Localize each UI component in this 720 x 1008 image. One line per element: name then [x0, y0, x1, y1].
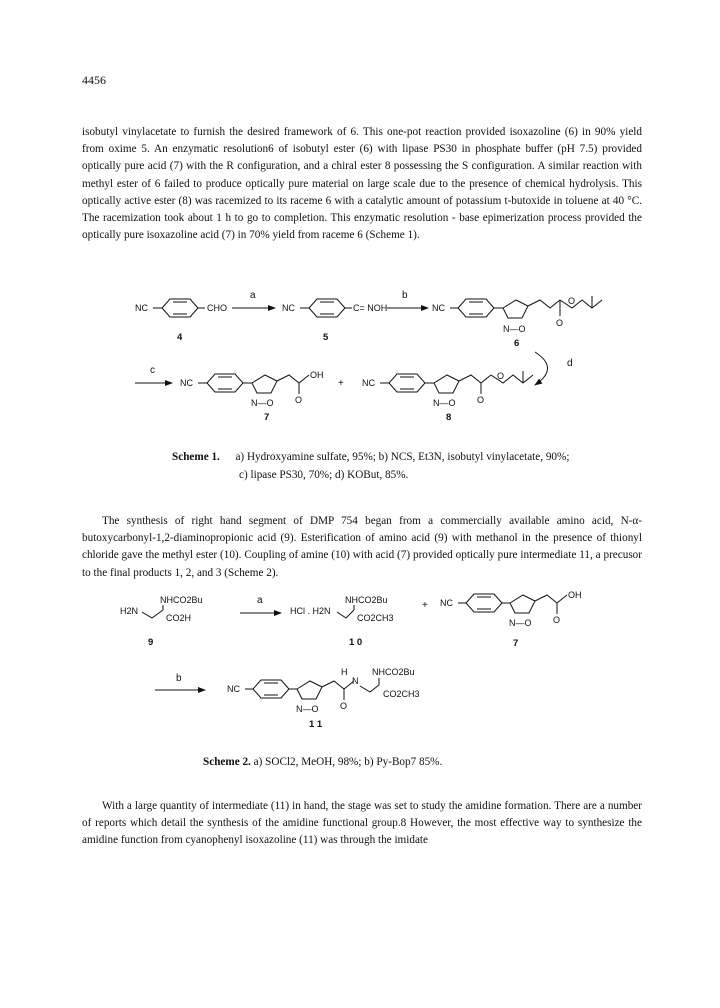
amide-h-label: H [341, 667, 348, 677]
carbonyl-o-label: O [477, 395, 485, 405]
nc-label: NC [282, 303, 295, 313]
ester-o-label: O [568, 296, 576, 306]
compound-4-label: 4 [177, 332, 183, 343]
isoxazoline-no-label: N—O [503, 324, 526, 334]
paragraph-3: With a large quantity of intermediate (11) in hand, the stage was set to study the amidine formation. There are a number of reports which detail the synthesis of the amidine functional group.8 However, the most effective way to synthesize the amidine function from cyanophenyl isoxazoline (11) was through the imidate [82, 800, 642, 847]
nc-label: NC [227, 684, 240, 694]
nc-label: NC [135, 303, 148, 313]
scheme-1-caption-label: Scheme 1. [172, 451, 220, 463]
acid-oh-label: OH [568, 590, 582, 600]
paragraph-2: The synthesis of right hand segment of DMP 754 began from a commercially available amino acid, N-α-butoxycarbonyl-1,2-diaminopropionic acid (9). Esterification of amino acid (9) with methanol in the presence of thionyl chloride gave the methyl ester (10). Coupling of amine (10) with acid (7) provided optically pure intermediate 11, a precusor to the final products 1, 2, and 3 (Scheme 2). [82, 515, 642, 579]
acid-oh-label: OH [310, 370, 324, 380]
isoxazoline-no-label: N—O [296, 704, 319, 714]
reagent-a-label: a [250, 290, 256, 301]
scheme-1-caption [172, 449, 569, 466]
carbonyl-o-label: O [340, 701, 348, 711]
co2ch3-label: CO2CH3 [357, 613, 394, 623]
carbonyl-o-label: O [556, 318, 564, 328]
isoxazoline-no-label: N—O [251, 398, 274, 408]
amide-n-label: N [352, 676, 359, 686]
nc-label: NC [432, 303, 445, 313]
compound-10-label: 1 0 [349, 637, 363, 648]
isoxazoline-no-label: N—O [433, 398, 456, 408]
reagent-b-label: b [176, 673, 182, 684]
paragraph-1: isobutyl vinylacetate to furnish the desired framework of 6. This one-pot reaction provided isoxazoline (6) in 90% yield from oxime 5. An enzymatic resolution6 of isobutyl ester (6) with lipase PS30 in phosphate buffer (pH 7.5) provided optically pure acid (7) with the R configuration, and a chiral ester 8 possessing the S configuration. A similar reaction with methyl ester of 6 failed to produce optically pure material on large scale due to the presence of chemical hydrolysis. This optically active ester (8) was racemized to its raceme 6 with a catalytic amount of potassium t-butoxide in toluene at 40 °C. The racemization took about 1 h to go to completion. This enzymatic resolution - base epimerization process provided the optically pure isoxazoline acid (7) in 70% yield from raceme 6 (Scheme 1). [82, 126, 642, 242]
compound-11-label: 1 1 [309, 719, 323, 730]
compound-7-label: 7 [513, 638, 519, 649]
isoxazoline-no-label: N—O [509, 618, 532, 628]
co2h-label: CO2H [166, 613, 192, 623]
reagent-b-label: b [402, 290, 408, 301]
reagent-d-label: d [567, 358, 573, 369]
arrow-d [535, 352, 548, 385]
scheme-2-caption-label: Scheme 2. [203, 756, 251, 768]
compound-8-label: 8 [446, 412, 452, 423]
carbonyl-o-label: O [553, 615, 561, 625]
plus-sign: + [338, 378, 344, 389]
compound-5-label: 5 [323, 332, 329, 343]
compound-7-label: 7 [264, 412, 270, 423]
nhco2bu-label: NHCO2Bu [345, 595, 388, 605]
nhco2bu-label: NHCO2Bu [160, 595, 203, 605]
page-number: 4456 [82, 73, 106, 87]
reagent-c-label: c [150, 365, 155, 376]
h2n-label: H2N [120, 606, 139, 616]
oxime-label: C= NOH [353, 303, 388, 313]
scheme-2-caption-text: a) SOCl2, MeOH, 98%; b) Py-Bop7 85%. [253, 756, 443, 768]
nc-label: NC [362, 378, 375, 388]
hcl-h2n-label: HCl . H2N [290, 606, 331, 616]
nc-label: NC [440, 598, 453, 608]
scheme-2-caption [203, 754, 442, 771]
scheme-1-caption-line-2: c) lipase PS30, 70%; d) KOBut, 85%. [239, 469, 409, 481]
scheme-1-caption-line-1: a) Hydroxyamine sulfate, 95%; b) NCS, Et3N, isobutyl vinylacetate, 90%; [235, 451, 570, 463]
ester-o-label: O [497, 371, 505, 381]
nhco2bu-label: NHCO2Bu [372, 667, 415, 677]
co2ch3-label: CO2CH3 [383, 689, 420, 699]
cho-label: CHO [207, 303, 227, 313]
compound-6-label: 6 [514, 338, 520, 349]
carbonyl-o-label: O [295, 395, 303, 405]
reagent-a-label: a [257, 595, 263, 606]
compound-9-label: 9 [148, 637, 154, 648]
nc-label: NC [180, 378, 193, 388]
plus-sign: + [422, 600, 428, 611]
